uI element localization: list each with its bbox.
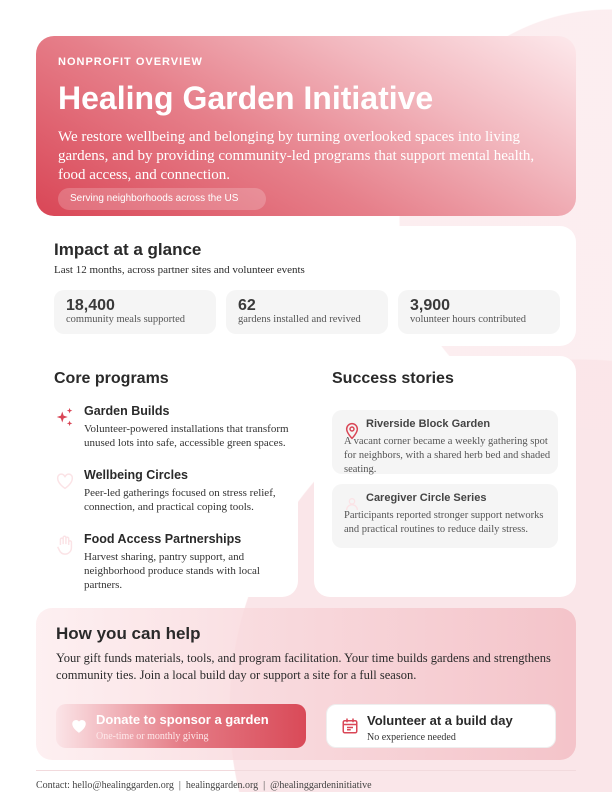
stat-gardens [226,290,388,334]
heart-icon [70,717,88,735]
help-title: How you can help [56,624,201,643]
story-title: Caregiver Circle Series [366,492,487,504]
stat-value: 62 [238,297,256,314]
program-title: Garden Builds [84,404,170,418]
stat-value: 18,400 [66,297,115,314]
program-item [84,468,294,514]
donate-label: Donate to sponsor a garden [96,712,269,727]
hero-card [36,36,576,216]
help-body: Your gift funds materials, tools, and program facilitation. Your time builds gardens and strengthens community ties. Join a local build day or support a site for a full season. [56,651,551,682]
programs-title: Core programs [54,370,169,387]
donate-sub: One-time or monthly giving [96,731,209,742]
donate-button[interactable] [56,704,306,748]
program-desc: Harvest sharing, pantry support, and neighborhood produce stands with local partners. [84,551,260,591]
story-title: Riverside Block Garden [366,418,491,430]
sparkles-icon [54,406,76,428]
location-badge: Serving neighborhoods across the US [58,188,266,210]
impact-title: Impact at a glance [54,240,202,259]
program-title: Food Access Partnerships [84,532,242,546]
program-desc: Peer-led gatherings focused on stress relief, connection, and practical coping tools. [84,487,276,513]
volunteer-sub: No experience needed [367,732,456,743]
programs-card [36,356,298,597]
stat-hours [398,290,560,334]
stat-label: gardens installed and revived [238,314,361,325]
calendar-icon [341,717,359,735]
stories-card [314,356,576,597]
stat-label: volunteer hours contributed [410,314,527,325]
intro-text: We restore wellbeing and belonging by turning overlooked spaces into living gardens, and by providing community-led programs that support mental health, food access, and connection. [58,129,535,183]
impact-subtitle: Last 12 months, across partner sites and volunteer events [54,264,305,276]
story-item [332,410,558,474]
stat-label: community meals supported [66,314,185,325]
stat-meals [54,290,216,334]
program-desc: Volunteer-powered installations that transform unused lots into safe, accessible green spaces. [84,423,289,449]
program-item [84,532,294,592]
story-desc: A vacant corner became a weekly gathering spot for neighbors, with a shared herb bed and shaded seating. [344,436,551,475]
volunteer-label: Volunteer at a build day [367,713,513,728]
program-item [84,404,294,450]
impact-card [36,226,576,346]
heart-icon [54,470,76,492]
footer-divider [36,770,576,771]
page-title: Healing Garden Initiative [58,80,434,116]
stat-value: 3,900 [410,297,451,314]
volunteer-button[interactable] [326,704,556,748]
story-desc: Participants reported stronger support networks and practical routines to reduce daily stress. [344,510,544,535]
hand-icon [54,534,76,556]
help-card [36,608,576,760]
eyebrow: NONPROFIT OVERVIEW [58,56,203,68]
footer-contact: Contact: hello@healinggarden.org | healinggarden.org | @healinggardeninitiative [36,780,372,791]
story-item [332,484,558,548]
stories-title: Success stories [332,370,454,387]
program-title: Wellbeing Circles [84,468,188,482]
